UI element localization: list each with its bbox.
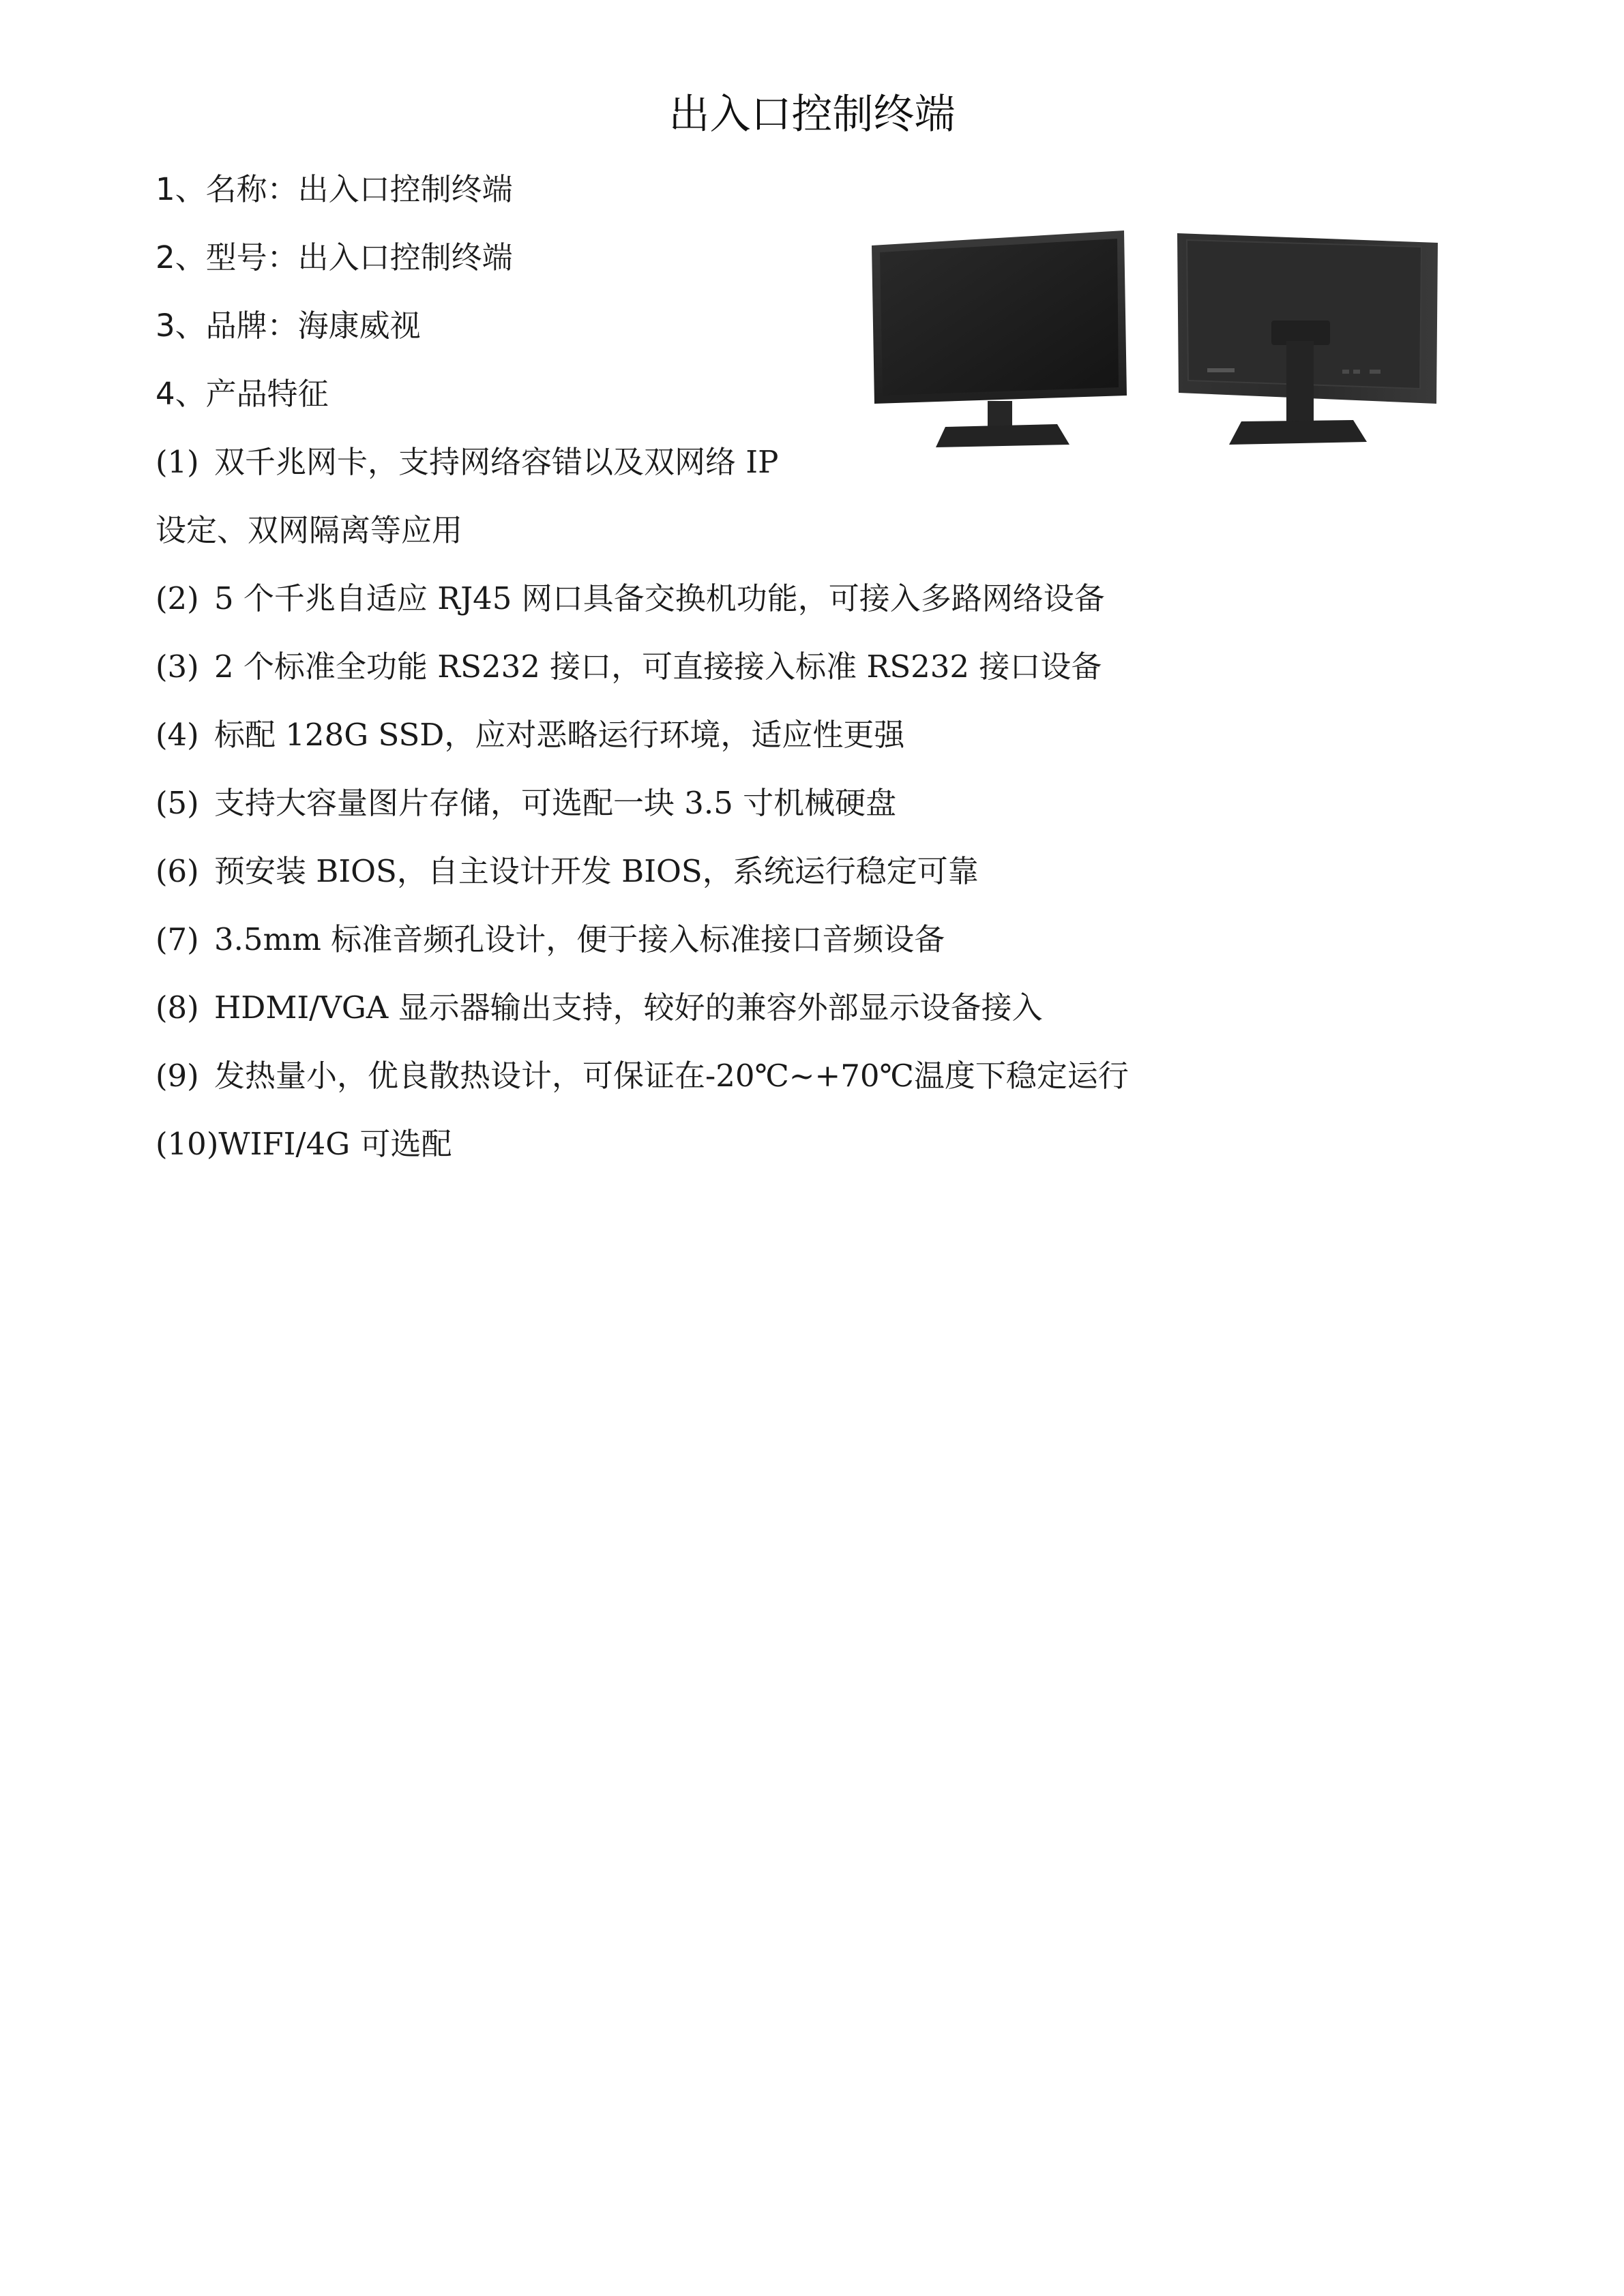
feature-item: (3) 2 个标准全功能 RS232 接口，可直接接入标准 RS232 接口设备 [156,648,1102,685]
field-model: 2、型号：出入口控制终端 [156,239,513,275]
feature-item-continuation: 设定、双网隔离等应用 [156,512,463,548]
feature-item: (7) 3.5mm 标准音频孔设计，便于接入标准接口音频设备 [156,921,945,957]
feature-item: (10)WIFI/4G 可选配 [156,1126,452,1162]
page-title: 出入口控制终端 [668,91,956,138]
feature-item: (1) 双千兆网卡，支持网络容错以及双网络 IP [156,444,779,480]
field-name: 1、名称：出入口控制终端 [156,171,513,207]
feature-item: (8) HDMI/VGA 显示器输出支持，较好的兼容外部显示设备接入 [156,989,1043,1026]
monitor-front-and-back-photo [865,225,1445,450]
feature-item: (6) 预安装 BIOS，自主设计开发 BIOS，系统运行稳定可靠 [156,853,979,889]
field-features-heading: 4、产品特征 [156,376,329,412]
field-brand: 3、品牌：海康威视 [156,308,421,344]
feature-item: (9) 发热量小，优良散热设计，可保证在-20℃~+70℃温度下稳定运行 [156,1058,1129,1094]
feature-item: (4) 标配 128G SSD，应对恶略运行环境，适应性更强 [156,717,905,753]
monitor-back-view [1177,233,1438,445]
feature-item: (5) 支持大容量图片存储，可选配一块 3.5 寸机械硬盘 [156,785,897,821]
monitor-front-view [872,230,1127,447]
feature-item: (2) 5 个千兆自适应 RJ45 网口具备交换机功能，可接入多路网络设备 [156,580,1105,616]
